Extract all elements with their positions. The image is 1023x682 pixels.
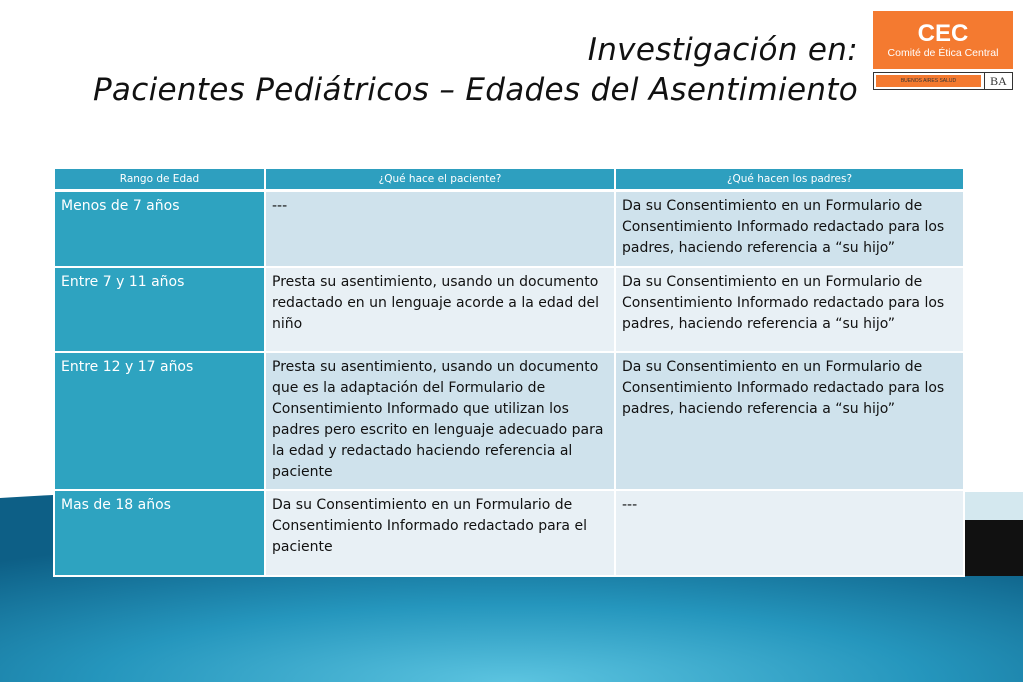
patient-cell: Da su Consentimiento en un Formulario de Consentimiento Informado redactado para el paciente [265, 490, 615, 576]
table-row [54, 490, 964, 576]
table-row [54, 352, 964, 490]
parents-cell: --- [615, 490, 964, 576]
logo-bar-text: BUENOS AIRES SALUD [876, 75, 981, 87]
parents-cell: Da su Consentimiento en un Formulario de Consentimiento Informado redactado para los padres, haciendo referencia a “su hijo” [615, 352, 964, 490]
cec-logo [873, 11, 1013, 90]
age-cell: Menos de 7 años [54, 191, 265, 267]
header-age-range: Rango de Edad [54, 168, 265, 191]
parents-cell: Da su Consentimiento en un Formulario de Consentimiento Informado redactado para los padres, haciendo referencia a “su hijo” [615, 191, 964, 267]
logo-strip [873, 72, 1013, 90]
header-patient: ¿Qué hace el paciente? [265, 168, 615, 191]
patient-cell: Presta su asentimiento, usando un documento que es la adaptación del Formulario de Consentimiento Informado que utilizan los padres pero escrito en lenguaje adecuado para la edad y redactado haciendo referencia al paciente [265, 352, 615, 490]
table-row [54, 191, 964, 267]
parents-cell: Da su Consentimiento en un Formulario de Consentimiento Informado redactado para los padres, haciendo referencia a “su hijo” [615, 267, 964, 352]
header-parents: ¿Qué hacen los padres? [615, 168, 964, 191]
table-row [54, 267, 964, 352]
logo-subtitle: Comité de Ética Central [887, 47, 999, 59]
age-cell: Entre 7 y 11 años [54, 267, 265, 352]
title-line-2: Pacientes Pediátricos – Edades del Asentimiento [92, 72, 858, 108]
logo-name: CEC [917, 20, 969, 47]
table-header-row [54, 168, 964, 191]
slide-title [93, 30, 858, 110]
age-cell: Entre 12 y 17 años [54, 352, 265, 490]
patient-cell: Presta su asentimiento, usando un documento redactado en un lenguaje acorde a la edad del niño [265, 267, 615, 352]
age-cell: Mas de 18 años [54, 490, 265, 576]
logo-orange-box [873, 11, 1013, 69]
patient-cell: --- [265, 191, 615, 267]
title-line-1: Investigación en: [587, 32, 858, 68]
logo-badge: BA [984, 73, 1012, 89]
assent-table [53, 167, 963, 577]
